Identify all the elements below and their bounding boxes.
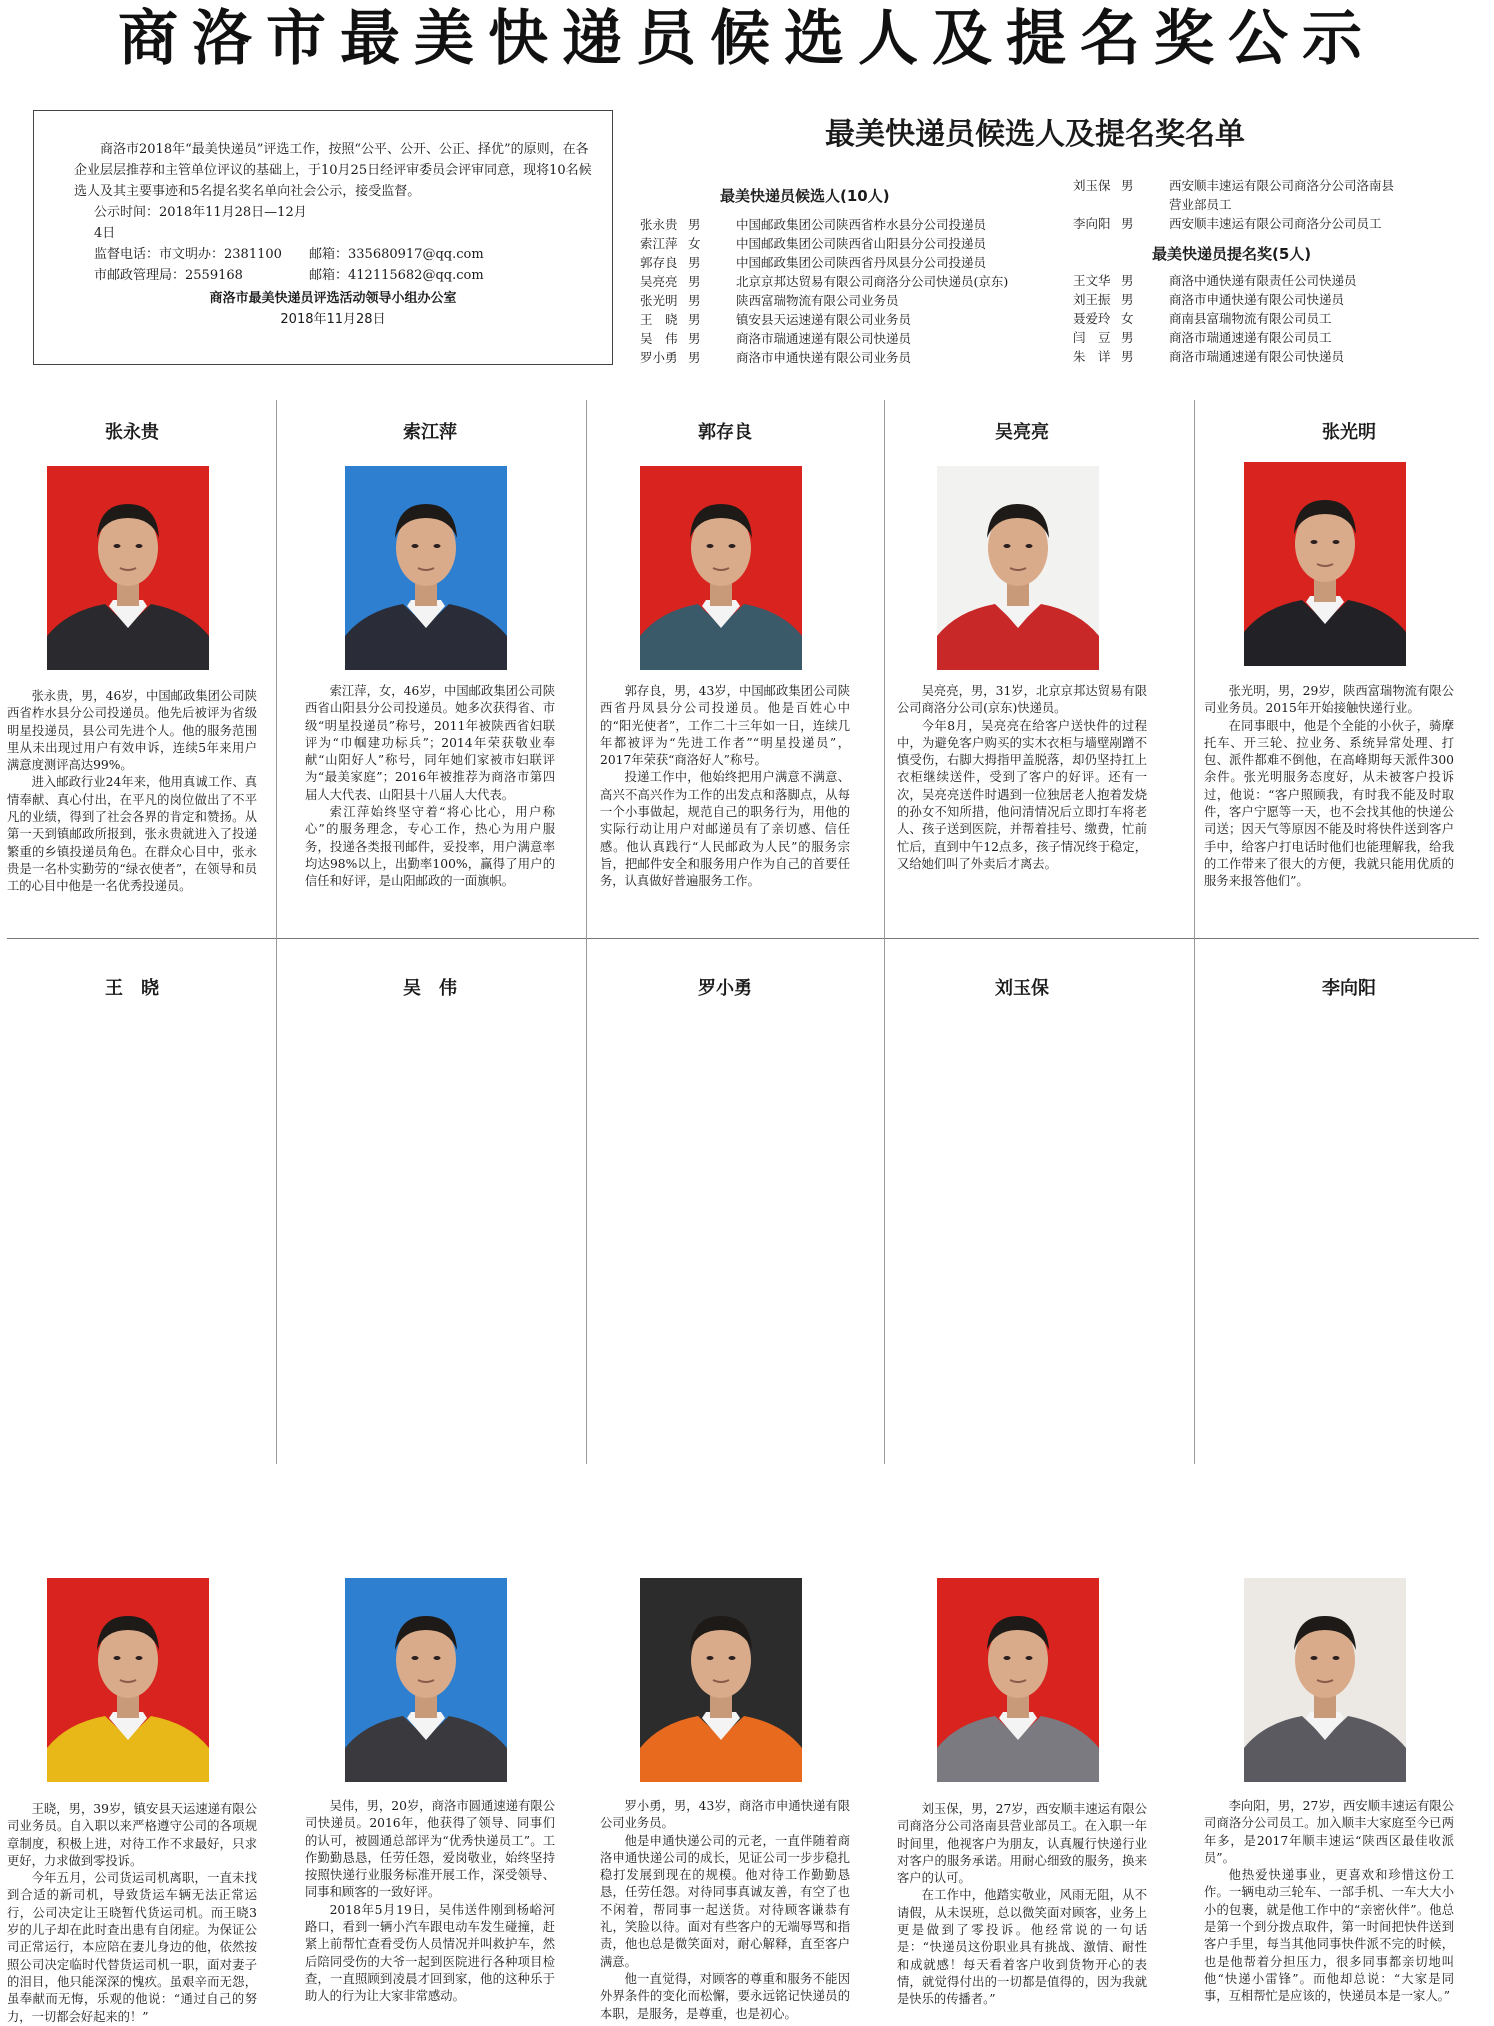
portrait-image <box>1244 1578 1406 1782</box>
person-name: 张光明 <box>640 293 678 308</box>
portrait-photo <box>937 1578 1099 1782</box>
profile-name: 吴 伟 <box>403 978 457 999</box>
name-list <box>640 115 1490 375</box>
person-name: 张永贵 <box>640 217 678 232</box>
profile-bio <box>7 1801 257 2026</box>
portrait-image <box>345 466 507 670</box>
candidates-heading: 最美快递员候选人(10人) <box>720 187 890 205</box>
person-org: 商洛市瑞通速递有限公司员工 <box>1169 330 1332 345</box>
person-name: 索江萍 <box>640 236 678 251</box>
profile-bio <box>897 683 1147 873</box>
nominees-heading: 最美快递员提名奖(5人) <box>1152 245 1312 263</box>
person-sex: 男 <box>688 274 701 289</box>
profile-card <box>7 420 297 940</box>
notice-period-text: 公示时间：2018年11月28日—12月4日 <box>94 205 307 241</box>
person-sex: 男 <box>688 331 701 346</box>
portrait-photo <box>47 466 209 670</box>
list-item <box>640 329 1008 348</box>
notice-email-1: 邮箱：335680917@qq.com <box>309 247 484 262</box>
bio-paragraph: 在工作中，他踏实敬业，风雨无阻，从不请假，从未误班，总以微笑面对顾客，业务上更是做到了零投诉。他经常说的一句话是：“快递员这份职业具有挑战、激情、耐性和成就感！每天看着客户收到货物开心的表情，就觉得付出的一切都是值得的，因为我就是快乐的传播者。” <box>897 1888 1147 2007</box>
list-item <box>640 234 1008 253</box>
profile-card <box>1204 420 1494 940</box>
portrait-photo <box>1244 1578 1406 1782</box>
person-sex: 男 <box>1121 178 1134 193</box>
profile-bio <box>600 683 850 891</box>
person-org: 北京京邦达贸易有限公司商洛分公司快递员(京东) <box>736 274 1009 289</box>
profile-grid <box>7 400 1479 2024</box>
profile-name: 郭存良 <box>698 422 752 443</box>
person-sex <box>1121 195 1169 214</box>
list-item <box>640 215 1008 234</box>
list-item <box>1073 271 1357 290</box>
bio-paragraph: 罗小勇，男，43岁，商洛市申通快递有限公司业务员。 <box>600 1799 850 1831</box>
list-item <box>1073 309 1357 328</box>
person-org: 中国邮政集团公司陕西省山阳县分公司投递员 <box>736 236 987 251</box>
profile-bio <box>305 683 555 891</box>
portrait-photo <box>937 466 1099 670</box>
person-org: 商洛市申通快递有限公司快递员 <box>1169 292 1345 307</box>
person-org: 商南县富瑞物流有限公司员工 <box>1169 311 1332 326</box>
candidate-list <box>640 215 1008 367</box>
person-sex: 男 <box>1121 330 1134 345</box>
notice-email-2: 邮箱：412115682@qq.com <box>309 268 484 283</box>
person-sex: 男 <box>688 293 701 308</box>
profile-name: 吴亮亮 <box>995 422 1049 443</box>
page-title: 商洛市最美快递员候选人及提名奖公示 <box>118 4 1376 74</box>
list-item <box>1073 195 1394 214</box>
person-name: 王 晓 <box>640 312 678 327</box>
bio-paragraph: 进入邮政行业24年来，他用真诚工作、真情奉献、真心付出，在平凡的岗位做出了不平凡的业绩，得到了社会各界的肯定和赞扬。从第一天到镇邮政所报到，张永贵就进入了投递繁重的乡镇投递员角色。在群众心目中，张永贵是一名朴实勤劳的“绿衣使者”，在领导和员工的心目中他是一名优秀投递员。 <box>7 775 257 894</box>
portrait-photo <box>47 1578 209 1782</box>
profile-card <box>600 976 890 2021</box>
profile-card <box>7 976 297 2024</box>
portrait-image <box>640 466 802 670</box>
portrait-photo <box>1244 462 1406 666</box>
list-item <box>1073 290 1357 309</box>
profile-name: 张光明 <box>1322 422 1376 443</box>
profile-bio <box>1204 683 1454 891</box>
bio-paragraph: 索江萍始终坚守着“将心比心，用户称心”的服务理念，专心工作，热心为用户服务，投递各类报刊邮件，妥投率，用户满意率均达98%以上，出勤率100%，赢得了用户的信任和好评，是山阳邮政的一面旗帜。 <box>305 805 555 889</box>
person-name: 郭存良 <box>640 255 678 270</box>
profile-name: 刘玉保 <box>995 978 1049 999</box>
notice-phone-1: 监督电话：市文明办：2381100 <box>94 247 282 262</box>
person-name: 刘玉保 <box>1073 178 1111 193</box>
person-sex: 男 <box>688 217 701 232</box>
person-sex: 女 <box>688 236 701 251</box>
person-name: 聂爱玲 <box>1073 311 1111 326</box>
profile-bio <box>600 1798 850 2023</box>
profile-name: 李向阳 <box>1322 978 1376 999</box>
profile-name: 王 晓 <box>105 978 159 999</box>
bio-paragraph: 王晓，男，39岁，镇安县天运速递有限公司业务员。自入职以来严格遵守公司的各项规章制度，积极上进，对待工作不求最好，只求更好，力求做到零投诉。 <box>7 1802 257 1868</box>
person-sex: 男 <box>1121 349 1134 364</box>
person-sex: 女 <box>1121 311 1134 326</box>
portrait-image <box>345 1578 507 1782</box>
person-sex: 男 <box>1121 273 1134 288</box>
profile-card <box>897 976 1187 2007</box>
profile-card <box>600 420 890 940</box>
person-org: 商洛市瑞通速递有限公司快递员 <box>1169 349 1345 364</box>
bio-paragraph: 投递工作中，他始终把用户满意不满意、高兴不高兴作为工作的出发点和落脚点，从每一个小事做起，规范自己的职务行为，用他的实际行动让用户对邮递员有了亲切感、信任感。他认真践行“人民邮政为人民”的服务宗旨，把邮件安全和服务用户作为自己的首要任务，认真做好普遍服务工作。 <box>600 770 850 889</box>
notice-period <box>74 202 592 244</box>
column-divider <box>1194 400 1195 1464</box>
bio-paragraph: 2018年5月19日，吴伟送件刚到杨峪河路口，看到一辆小汽车跟电动车发生碰撞，赶紧上前帮忙查看受伤人员情况并叫救护车，然后陪同受伤的大爷一起到医院进行各种项目检查，一直照顾到凌晨才回到家，他的这种乐于助人的行为让大家非常感动。 <box>305 1902 555 2004</box>
profile-bio <box>1204 1798 1454 2006</box>
profile-name: 罗小勇 <box>698 978 752 999</box>
bio-paragraph: 他是申通快递公司的元老，一直伴随着商洛申通快递公司的成长，见证公司一步步稳扎稳打发展到现在的规模。他对待工作勤勤恳恳，任劳任怨。对待同事真诚友善，有空了也不闲着，帮同事一起送货。对待顾客谦恭有礼，笑脸以待。面对有些客户的无端辱骂和指责，他也总是微笑面对，耐心解释，直至客户满意。 <box>600 1833 850 1969</box>
person-org: 西安顺丰速运有限公司商洛分公司洛南县 <box>1169 178 1395 193</box>
person-sex: 男 <box>688 350 701 365</box>
list-item <box>640 291 1008 310</box>
profile-card <box>305 976 595 2004</box>
person-org: 陕西富瑞物流有限公司业务员 <box>736 293 899 308</box>
person-org: 中国邮政集团公司陕西省丹凤县分公司投递员 <box>736 255 987 270</box>
person-sex: 男 <box>688 312 701 327</box>
person-name: 吴 伟 <box>640 331 678 346</box>
portrait-photo <box>345 466 507 670</box>
person-sex: 男 <box>1121 292 1134 307</box>
list-item <box>1073 347 1357 366</box>
list-item <box>640 310 1008 329</box>
bio-paragraph: 在同事眼中，他是个全能的小伙子，骑摩托车、开三轮、拉业务、系统异常处理、打包、派件都难不倒他，在高峰期每天派件300余件。张光明服务态度好，从未被客户投诉过，他说：“客户照顾我，有时我不能及时取件，客户宁愿等一天，也不会找其他的快递公司送；因天气等原因不能及时将快件送到客户手中，给客户打电话时他们也能理解我，给我的工作带来了很大的方便，我就只能用优质的服务来报答他们”。 <box>1204 718 1454 889</box>
person-name: 王文华 <box>1073 273 1111 288</box>
list-item <box>1073 214 1394 233</box>
list-item <box>1073 328 1357 347</box>
bio-paragraph: 今年8月，吴亮亮在给客户送快件的过程中，为避免客户购买的实木衣柜与墙壁剐蹭不慎受伤，右脚大拇指甲盖脱落，却仍坚持扛上衣柜继续送件，受到了客户的好评。还有一次，吴亮亮送件时遇到一位独居老人抱着发烧的孙女不知所措，他问清情况后立即打车将老人、孩子送到医院，并帮着挂号、缴费，忙前忙后，直到中午12点多，孩子情况终于稳定，又给她们叫了外卖后才离去。 <box>897 718 1147 871</box>
candidate-list-continued <box>1073 176 1394 233</box>
person-org: 商洛市申通快递有限公司业务员 <box>736 350 912 365</box>
notice-date: 2018年11月28日 <box>280 312 386 327</box>
notice-contact-2 <box>74 265 592 286</box>
person-name: 罗小勇 <box>640 350 678 365</box>
bio-paragraph: 刘玉保，男，27岁，西安顺丰速运有限公司商洛分公司洛南县营业部员工。在入职一年时间里，他视客户为朋友，认真履行快递行业对客户的服务承诺。用耐心细致的服务，换来客户的认可。 <box>897 1802 1147 1886</box>
bio-paragraph: 李向阳，男，27岁，西安顺丰速运有限公司商洛分公司员工。加入顺丰大家庭至今已两年多，是2017年顺丰速运“陕西区最佳收派员”。 <box>1204 1799 1454 1865</box>
portrait-image <box>1244 462 1406 666</box>
bio-paragraph: 张光明，男，29岁，陕西富瑞物流有限公司业务员。2015年开始接触快递行业。 <box>1204 684 1454 716</box>
notice-paragraph: 商洛市2018年“最美快递员”评选工作，按照“公平、公开、公正、择优”的原则，在各企业层层推荐和主管单位评议的基础上，于10月25日经评审委员会评审同意，现将10名候选人及其主要事迹和5名提名奖名单向社会公示，接受监督。 <box>74 142 592 199</box>
profile-bio <box>897 1801 1147 2009</box>
bio-paragraph: 吴伟，男，20岁，商洛市圆通速递有限公司快递员。2016年，他获得了领导、同事们的认可，被圆通总部评为“优秀快递员工”。工作勤勤恳恳，任劳任怨，爱岗敬业，始终坚持按照快递行业服务标准开展工作，深受领导、同事和顾客的一致好评。 <box>305 1799 555 1900</box>
portrait-image <box>47 1578 209 1782</box>
person-name <box>1073 195 1121 214</box>
nominee-list <box>1073 271 1357 366</box>
profile-card <box>1204 976 1494 2004</box>
bio-paragraph: 他一直觉得，对顾客的尊重和服务不能因外界条件的变化而松懈，要永远铭记快递员的本职，是服务，是尊重，也是初心。 <box>600 1971 850 2021</box>
profile-card <box>305 420 595 940</box>
bio-paragraph: 索江萍，女，46岁，中国邮政集团公司陕西省山阳县分公司投递员。她多次获得省、市级“明星投递员”称号，2011年被陕西省妇联评为“巾帼建功标兵”；2014年荣获敬业奉献“山阳好人”称号，同年她们家被市妇联评为“最美家庭”；2016年被推荐为商洛市第四届人大代表、山阳县十八届人大代表。 <box>305 684 555 802</box>
profile-card <box>897 420 1187 940</box>
person-sex: 男 <box>1121 216 1134 231</box>
profile-name: 张永贵 <box>105 422 159 443</box>
list-item <box>640 253 1008 272</box>
list-item <box>1073 176 1394 195</box>
person-org: 商洛中通快递有限责任公司快递员 <box>1169 273 1357 288</box>
bio-paragraph: 他热爱快递事业，更喜欢和珍惜这份工作。一辆电动三轮车、一部手机、一车大大小小的包裹，就是他工作中的“亲密伙伴”。他总是第一个到分拨点取件，第一时间把快件送到客户手里，每当其他同事快件派不完的时候，也是他帮着分担压力，很多同事都亲切地叫他“快递小雷锋”。而他却总说：“大家是同事，互相帮忙是应该的，快递员本是一家人。” <box>1204 1868 1454 2004</box>
list-title: 最美快递员候选人及提名奖名单 <box>825 117 1245 152</box>
portrait-photo <box>640 1578 802 1782</box>
profile-name: 索江萍 <box>403 422 457 443</box>
profile-bio <box>7 688 257 896</box>
portrait-image <box>937 1578 1099 1782</box>
person-name: 朱 详 <box>1073 349 1111 364</box>
list-item <box>640 348 1008 367</box>
portrait-photo <box>345 1578 507 1782</box>
person-org: 中国邮政集团公司陕西省柞水县分公司投递员 <box>736 217 987 232</box>
profile-bio <box>305 1798 555 2006</box>
person-org: 营业部员工 <box>1169 197 1232 212</box>
person-sex: 男 <box>688 255 701 270</box>
bio-paragraph: 今年五月，公司货运司机离职，一直未找到合适的新司机，导致货运车辆无法正常运行，公司决定让王晓暂代货运司机。而王晓3岁的儿子却在此时查出患有自闭症。为保证公司正常运行，本应陪在妻儿身边的他，依然按照公司决定临时代替货运司机一职，面对妻子的泪目，他只能深深的愧疚。虽艰辛而无怨，虽奉献而无悔，乐观的他说：“通过自己的努力，一切都会好起来的！” <box>7 1871 257 2024</box>
person-name: 李向阳 <box>1073 216 1111 231</box>
portrait-image <box>47 466 209 670</box>
person-org: 西安顺丰速运有限公司商洛分公司员工 <box>1169 216 1382 231</box>
person-org: 商洛市瑞通速递有限公司快递员 <box>736 331 912 346</box>
person-name: 刘王振 <box>1073 292 1111 307</box>
notice-contact-1 <box>74 244 592 265</box>
person-org: 镇安县天运速递有限公司业务员 <box>736 312 912 327</box>
notice-box <box>33 110 613 365</box>
bio-paragraph: 郭存良，男，43岁，中国邮政集团公司陕西省丹凤县分公司投递员。他是百姓心中的“阳光使者”，工作二十三年如一日，连续几年都被评为“先进工作者”“明星投递员”，2017年荣获“商洛好人”称号。 <box>600 684 850 768</box>
person-name: 吴亮亮 <box>640 274 678 289</box>
portrait-photo <box>640 466 802 670</box>
person-name: 闫 豆 <box>1073 330 1111 345</box>
bio-paragraph: 张永贵，男，46岁，中国邮政集团公司陕西省柞水县分公司投递员。他先后被评为省级明星投递员，县公司先进个人。他的服务范围里从未出现过用户有效申诉，连续5年来用户满意度测评高达99%。 <box>7 689 257 773</box>
bio-paragraph: 吴亮亮，男，31岁，北京京邦达贸易有限公司商洛分公司(京东)快递员。 <box>897 684 1147 716</box>
list-item <box>640 272 1008 291</box>
notice-phone-2: 市邮政管理局：2559168 <box>94 268 243 283</box>
portrait-image <box>937 466 1099 670</box>
portrait-image <box>640 1578 802 1782</box>
notice-signature: 商洛市最美快递员评选活动领导小组办公室 <box>209 291 457 306</box>
